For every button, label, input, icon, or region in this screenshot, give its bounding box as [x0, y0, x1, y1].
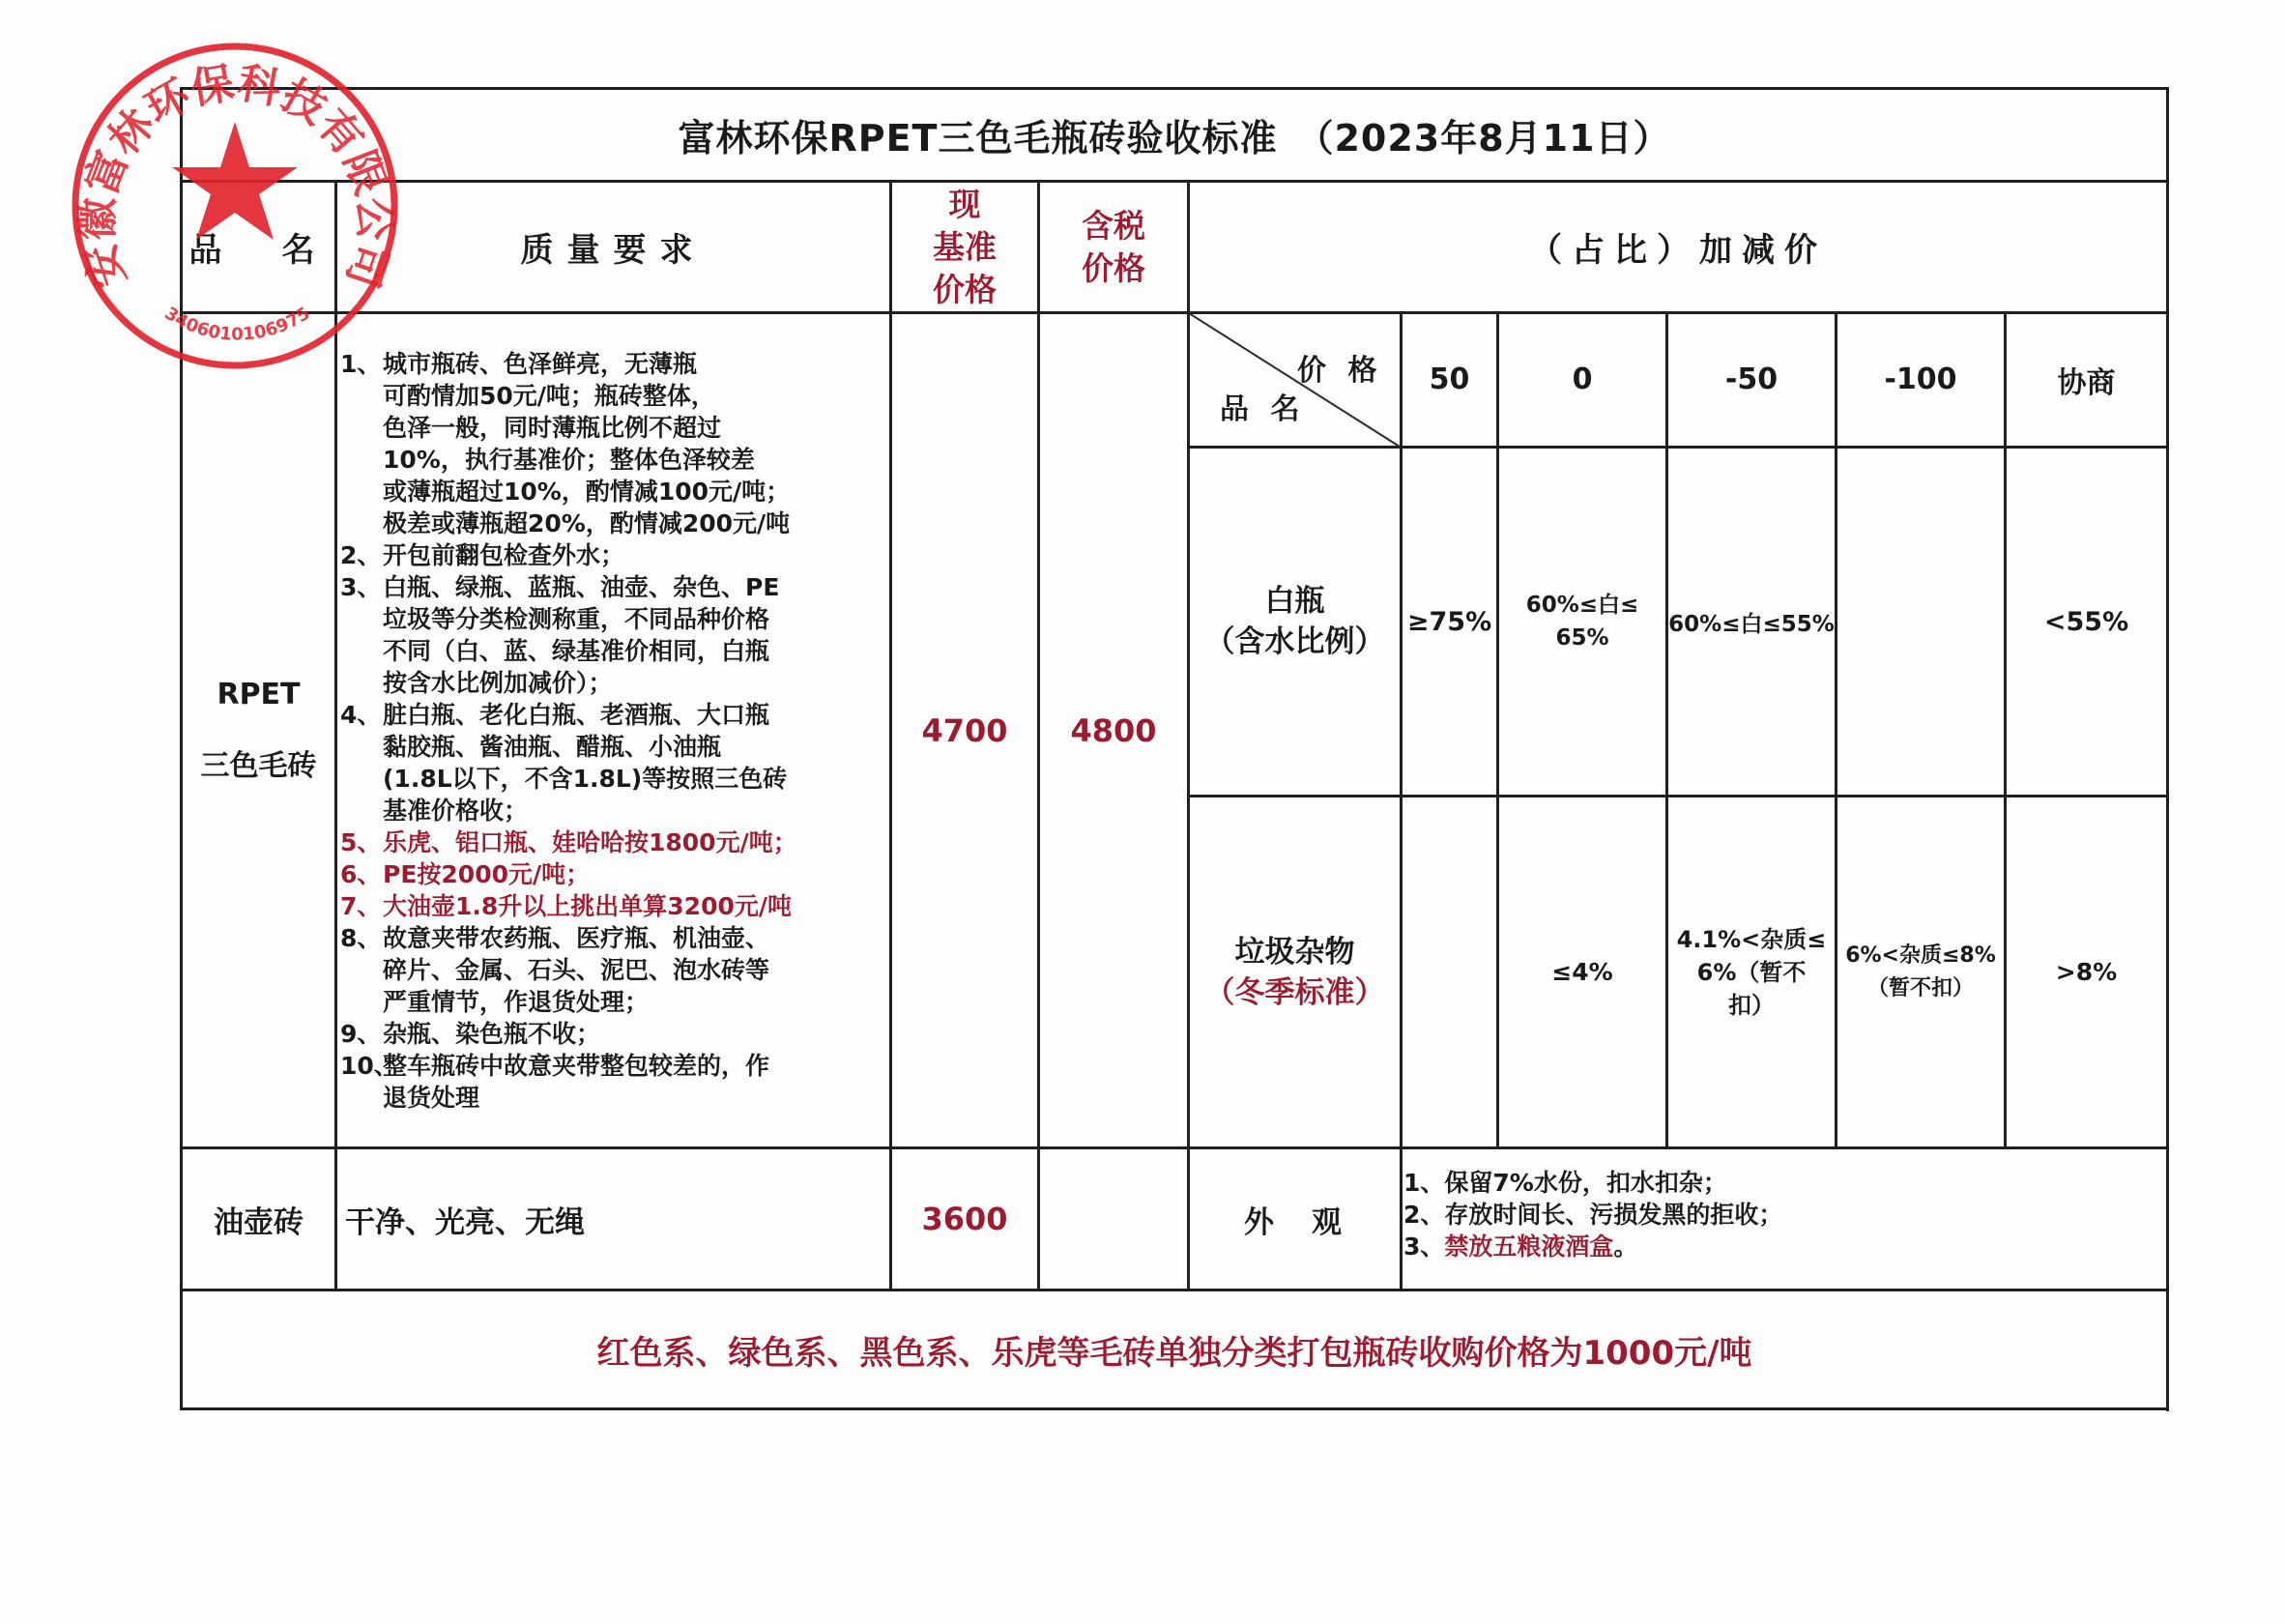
- requirement-line: [340, 922, 828, 954]
- requirement-number: 10、: [340, 1052, 398, 1080]
- requirement-line: [340, 476, 828, 508]
- requirement-number: 6、: [340, 860, 382, 888]
- requirement-number: 8、: [340, 924, 382, 952]
- requirement-number: [340, 508, 383, 539]
- header-base-price-line3: 价格: [933, 270, 997, 308]
- svg-text:安徽富林环保科技有限公司: 安徽富林环保科技有限公司: [72, 58, 399, 294]
- requirement-number: [340, 763, 383, 795]
- white-bottle-value-minus100: [1837, 449, 2004, 795]
- header-base-price: [892, 183, 1037, 311]
- garbage-label-line1: 垃圾杂物: [1234, 934, 1355, 970]
- company-seal: [66, 37, 404, 375]
- appearance-list: [1403, 1167, 2157, 1262]
- requirement-line: [340, 1082, 828, 1114]
- oil-brick-tax-price: [1040, 1149, 1187, 1289]
- requirement-number: [340, 444, 383, 476]
- requirement-text: 脏白瓶、老化白瓶、老酒瓶、大口瓶: [383, 701, 770, 729]
- appearance-item-3-suffix: 。: [1613, 1232, 1638, 1261]
- header-adjust: （占比）加减价: [1529, 231, 1827, 270]
- garbage-value-50: [1403, 798, 1496, 1146]
- requirement-number: 7、: [340, 892, 382, 920]
- requirement-text: 垃圾等分类检测称重，不同品种价格: [383, 605, 770, 633]
- requirement-number: [340, 603, 383, 635]
- garbage-value-negotiate: >8%: [2055, 958, 2118, 986]
- requirement-number: [340, 412, 383, 444]
- requirement-number: [340, 795, 383, 826]
- requirement-number: 4、: [340, 701, 382, 729]
- requirement-text: 退货处理: [383, 1084, 480, 1112]
- header-tax-price-line2: 价格: [1082, 248, 1145, 287]
- rpet-requirements: [340, 348, 828, 1114]
- requirement-number: 1、: [340, 350, 382, 378]
- garbage-value-minus100: 6%<杂质≤8% （暂不扣）: [1845, 942, 1996, 1000]
- appearance-label: 外 观: [1244, 1204, 1345, 1240]
- header-base-price-line1: 现: [948, 185, 981, 223]
- header-tax-price: [1040, 183, 1187, 311]
- requirement-text: (1.8L以下，不含1.8L)等按照三色砖: [383, 765, 788, 793]
- requirement-number: 2、: [340, 541, 382, 569]
- garbage-value-0: ≤4%: [1551, 958, 1613, 986]
- white-bottle-label-line1: 白瓶: [1264, 584, 1325, 619]
- header-tax-price-line1: 含税: [1082, 206, 1145, 245]
- appearance-item-2: 2、存放时间长、污损发黑的拒收；: [1403, 1201, 1783, 1229]
- header-base-price-line2: 基准: [933, 227, 997, 266]
- requirement-number: 5、: [340, 828, 382, 856]
- requirement-line: [340, 890, 828, 922]
- requirement-line: [340, 412, 828, 444]
- requirement-text: 开包前翻包检查外水；: [383, 541, 625, 569]
- page-title: 富林环保RPET三色毛瓶砖验收标准 （2023年8月11日）: [678, 117, 1671, 160]
- requirement-line: [340, 1050, 828, 1082]
- rpet-tax-price: 4800: [1070, 711, 1157, 749]
- requirement-text: PE按2000元/吨；: [383, 860, 591, 888]
- corner-product-label: 品 名: [1220, 392, 1306, 426]
- requirement-line: [340, 444, 828, 476]
- requirement-text: 城市瓶砖、色泽鲜亮，无薄瓶: [383, 350, 698, 378]
- corner-price-label: 价 格: [1297, 354, 1383, 388]
- white-bottle-value-0: 60%≤白≤ 65%: [1525, 593, 1639, 651]
- requirement-number: [340, 667, 383, 699]
- requirement-text: 基准价格收；: [383, 797, 529, 825]
- garbage-label-line2: （冬季标准）: [1204, 974, 1385, 1010]
- rpet-name-line2: 三色毛砖: [200, 748, 317, 783]
- footer-note: 红色系、绿色系、黑色系、乐虎等毛砖单独分类打包瓶砖收购价格为1000元/吨: [596, 1333, 1752, 1373]
- appearance-item-3-red: 禁放五粮液酒盒: [1444, 1232, 1614, 1261]
- requirement-number: [340, 476, 383, 508]
- col-head-minus100: -100: [1884, 362, 1957, 396]
- requirement-text: 碎片、金属、石头、泥巴、泡水砖等: [383, 956, 770, 984]
- rpet-name-line1: RPET: [217, 677, 301, 711]
- table-border-bottom: [180, 1407, 2169, 1410]
- requirement-number: [340, 635, 383, 667]
- requirement-number: [340, 1082, 383, 1114]
- rpet-product-name: [183, 314, 334, 1146]
- header-quality: 质量要求: [520, 231, 707, 270]
- requirement-text: 或薄瓶超过10%，酌情减100元/吨；: [383, 478, 791, 506]
- requirement-line: [340, 858, 828, 890]
- garbage-label: [1190, 798, 1400, 1146]
- requirement-line: [340, 348, 828, 380]
- requirement-line: [340, 571, 828, 603]
- requirement-text: 色泽一般，同时薄瓶比例不超过: [383, 414, 722, 442]
- appearance-item-3-num: 3、: [1403, 1232, 1445, 1261]
- requirement-text: 可酌情加50元/吨；瓶砖整体，: [383, 382, 715, 410]
- requirement-text: 严重情节，作退货处理；: [383, 988, 650, 1016]
- requirement-text: 故意夹带农药瓶、医疗瓶、机油壶、: [383, 924, 770, 952]
- white-bottle-value-minus50: 60%≤白≤55%: [1668, 611, 1835, 637]
- requirement-text: 白瓶、绿瓶、蓝瓶、油壶、杂色、PE: [383, 573, 780, 601]
- requirement-line: [340, 795, 828, 826]
- appearance-item-1: 1、保留7%水份，扣水扣杂；: [1403, 1169, 1727, 1197]
- oil-brick-requirement: 干净、光亮、无绳: [345, 1204, 585, 1240]
- requirement-number: [340, 731, 383, 763]
- requirement-number: 3、: [340, 573, 382, 601]
- requirement-line: [340, 667, 828, 699]
- col-head-0: 0: [1572, 362, 1593, 396]
- requirement-number: [340, 954, 383, 986]
- requirement-line: [340, 763, 828, 795]
- oil-brick-name: 油壶砖: [214, 1204, 304, 1240]
- requirement-text: 按含水比例加减价）；: [383, 669, 613, 697]
- header-product: 品 名: [188, 231, 329, 270]
- requirement-line: [340, 731, 828, 763]
- requirement-number: [340, 380, 383, 412]
- garbage-value-minus50: 4.1%<杂质≤ 6%（暂不 扣）: [1676, 925, 1827, 1019]
- requirement-text: 不同（白、蓝、绿基准价相同，白瓶: [383, 637, 770, 665]
- requirement-line: [340, 635, 828, 667]
- requirement-line: [340, 826, 828, 858]
- requirement-text: 极差或薄瓶超20%，酌情减200元/吨: [383, 509, 791, 537]
- requirement-line: [340, 603, 828, 635]
- col-head-minus50: -50: [1724, 362, 1779, 396]
- requirement-number: 9、: [340, 1020, 382, 1048]
- white-bottle-label-line2: （含水比例）: [1204, 624, 1385, 659]
- white-bottle-value-50: ≥75%: [1406, 606, 1492, 637]
- requirement-text: 杂瓶、染色瓶不收；: [383, 1020, 601, 1048]
- requirement-number: [340, 986, 383, 1018]
- requirement-text: 大油壶1.8升以上挑出单算3200元/吨: [383, 892, 792, 920]
- requirement-line: [340, 954, 828, 986]
- requirement-line: [340, 539, 828, 571]
- col-head-negotiate: 协商: [2057, 365, 2116, 400]
- white-bottle-value-negotiate: <55%: [2043, 606, 2129, 637]
- requirement-line: [340, 699, 828, 731]
- col-head-50: 50: [1429, 362, 1470, 396]
- requirement-line: [340, 508, 828, 539]
- requirement-line: [340, 1018, 828, 1050]
- requirement-line: [340, 986, 828, 1018]
- white-bottle-label: [1190, 449, 1400, 795]
- requirement-text: 黏胶瓶、酱油瓶、醋瓶、小油瓶: [383, 733, 722, 761]
- svg-text:3406010106975: 3406010106975: [160, 303, 314, 345]
- table-border-right: [2166, 87, 2169, 1411]
- rpet-base-price: 4700: [921, 711, 1008, 749]
- appearance-item-3: [1403, 1231, 2157, 1262]
- requirement-line: [340, 380, 828, 412]
- requirement-text: 10%，执行基准价；整体色泽较差: [383, 446, 755, 474]
- oil-brick-base-price: 3600: [921, 1201, 1008, 1237]
- requirement-text: 乐虎、铝口瓶、娃哈哈按1800元/吨；: [383, 828, 797, 856]
- requirement-text: 整车瓶砖中故意夹带整包较差的，作: [383, 1052, 770, 1080]
